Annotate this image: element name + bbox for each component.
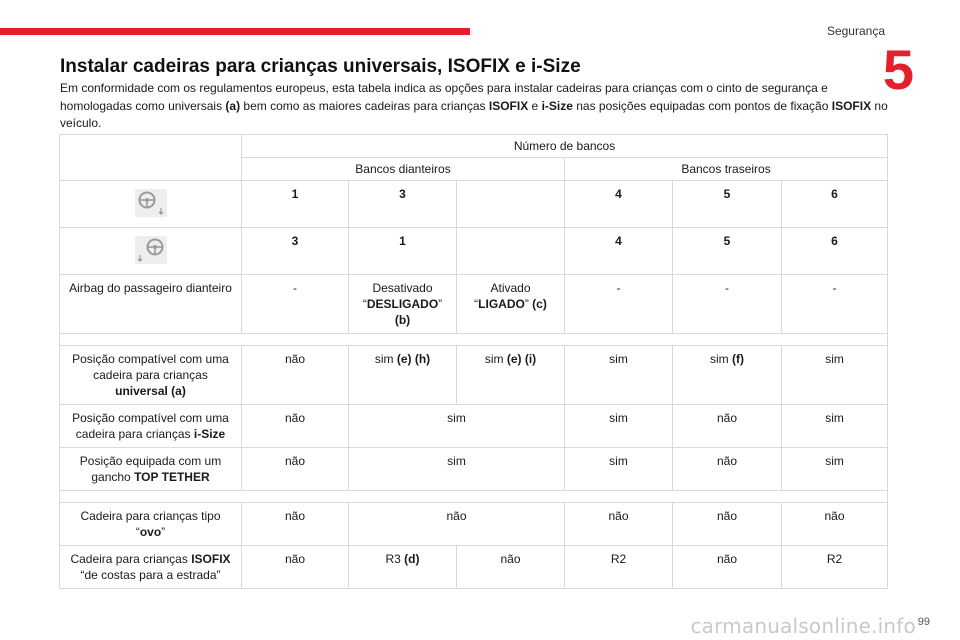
egg-cell-3: não — [565, 503, 673, 546]
egg-cell-1: não — [242, 503, 349, 546]
isize-cell-4: não — [673, 405, 782, 448]
page-title: Instalar cadeiras para crianças universais, ISOFIX e i-Size — [60, 56, 581, 77]
lhd-seat-5: 5 — [673, 181, 782, 228]
rearward-cell-5: não — [673, 546, 782, 589]
rear-seats-header: Bancos traseiros — [565, 158, 888, 181]
rhd-seat-1: 3 — [242, 228, 349, 275]
table-row-tether — [60, 448, 888, 491]
egg-cell-4: não — [673, 503, 782, 546]
lhd-seat-6: 6 — [782, 181, 888, 228]
universal-cell-3: sim (e) (i) — [457, 346, 565, 405]
isize-cell-2: sim — [349, 405, 565, 448]
airbag-rear-5: - — [673, 275, 782, 334]
airbag-rear-4: - — [565, 275, 673, 334]
steering-wheel-lhd-icon — [134, 188, 168, 218]
egg-cell-5: não — [782, 503, 888, 546]
table-row-egg — [60, 503, 888, 546]
lhd-seat-2: 3 — [349, 181, 457, 228]
section-label: Segurança — [826, 24, 885, 38]
header-accent-bar — [0, 28, 470, 35]
airbag-label: Airbag do passageiro dianteiro — [60, 275, 242, 334]
table-row-lhd — [60, 181, 888, 228]
intro-paragraph: Em conformidade com os regulamentos europeus, esta tabela indica as opções para instalar cadeiras para crianças com o cinto de segurança e homologadas como universais (a) bem como as maiores cadeiras para crianças ISOFIX e i-Size nas posições equipadas com pontos de fixação ISOFIX no veículo. — [60, 81, 888, 130]
egg-cell-2: não — [349, 503, 565, 546]
rhd-seat-2: 1 — [349, 228, 457, 275]
front-seats-header: Bancos dianteiros — [242, 158, 565, 181]
rhd-seat-4: 4 — [565, 228, 673, 275]
table-corner-cell — [60, 135, 242, 181]
rhd-seat-5: 5 — [673, 228, 782, 275]
universal-cell-2: sim (e) (h) — [349, 346, 457, 405]
rearward-cell-6: R2 — [782, 546, 888, 589]
tether-cell-4: não — [673, 448, 782, 491]
universal-label: Posição compatível com uma cadeira para crianças universal (a) — [60, 346, 242, 405]
table-spacer — [60, 491, 888, 503]
tether-cell-1: não — [242, 448, 349, 491]
egg-label: Cadeira para crianças tipo “ovo” — [60, 503, 242, 546]
rhd-icon-cell — [60, 228, 242, 275]
rearward-cell-3: não — [457, 546, 565, 589]
seat-number-header: Número de bancos — [242, 135, 888, 158]
rearward-cell-2: R3 (d) — [349, 546, 457, 589]
lhd-seat-4: 4 — [565, 181, 673, 228]
rearward-label: Cadeira para crianças ISOFIX “de costas para a estrada” — [60, 546, 242, 589]
tether-cell-5: sim — [782, 448, 888, 491]
lhd-icon-cell — [60, 181, 242, 228]
steering-wheel-rhd-icon — [134, 235, 168, 265]
rearward-cell-1: não — [242, 546, 349, 589]
tether-cell-3: sim — [565, 448, 673, 491]
table-row-airbag — [60, 275, 888, 334]
universal-cell-6: sim — [782, 346, 888, 405]
tether-label: Posição equipada com um gancho TOP TETHER — [60, 448, 242, 491]
universal-cell-5: sim (f) — [673, 346, 782, 405]
table-row-isize — [60, 405, 888, 448]
table-row-rearward — [60, 546, 888, 589]
rhd-seat-6: 6 — [782, 228, 888, 275]
airbag-off: Desativado “DESLIGADO” (b) — [349, 275, 457, 334]
rhd-seat-3 — [457, 228, 565, 275]
table-row-universal — [60, 346, 888, 405]
universal-cell-4: sim — [565, 346, 673, 405]
page-number: 99 — [917, 616, 930, 628]
airbag-on: Ativado “LIGADO” (c) — [457, 275, 565, 334]
table-spacer — [60, 334, 888, 346]
table-row-rhd — [60, 228, 888, 275]
isize-cell-5: sim — [782, 405, 888, 448]
rearward-cell-4: R2 — [565, 546, 673, 589]
chapter-number: 5 — [882, 38, 914, 101]
tether-cell-2: sim — [349, 448, 565, 491]
lhd-seat-1: 1 — [242, 181, 349, 228]
airbag-driver: - — [242, 275, 349, 334]
watermark: carmanualsonline.info — [690, 614, 916, 638]
isize-cell-3: sim — [565, 405, 673, 448]
isize-label: Posição compatível com uma cadeira para crianças i-Size — [60, 405, 242, 448]
universal-cell-1: não — [242, 346, 349, 405]
lhd-seat-3 — [457, 181, 565, 228]
isize-cell-1: não — [242, 405, 349, 448]
airbag-rear-6: - — [782, 275, 888, 334]
child-seat-table — [59, 134, 888, 589]
